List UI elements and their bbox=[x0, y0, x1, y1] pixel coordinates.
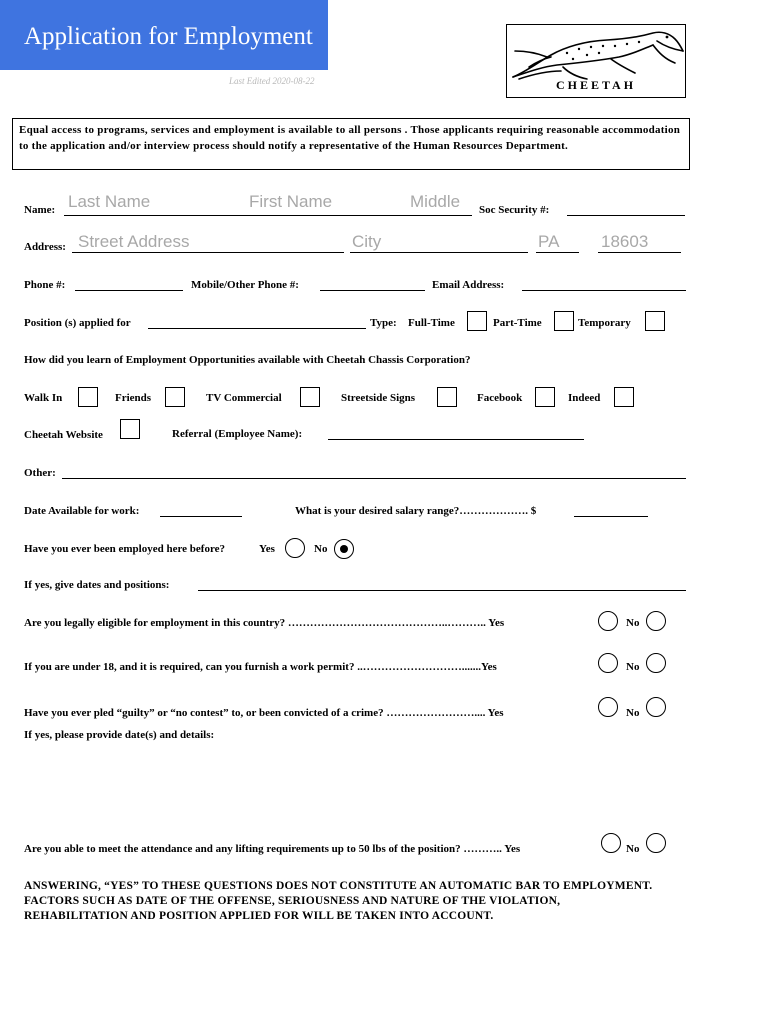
temporary-label: Temporary bbox=[578, 317, 631, 329]
indeed-checkbox[interactable] bbox=[614, 387, 634, 407]
zip-value: 18603 bbox=[601, 232, 649, 251]
logo-text: CHEETAH bbox=[555, 78, 637, 92]
equal-access-notice bbox=[12, 118, 690, 170]
state-field[interactable] bbox=[536, 252, 579, 253]
salary-field[interactable] bbox=[574, 516, 648, 517]
other-label: Other: bbox=[24, 467, 56, 479]
referral-label: Referral (Employee Name): bbox=[172, 428, 303, 440]
website-label: Cheetah Website bbox=[24, 429, 103, 441]
attendance-yes-radio[interactable] bbox=[601, 833, 621, 853]
eligible-no-radio[interactable] bbox=[646, 611, 666, 631]
dates-positions-field[interactable] bbox=[198, 590, 686, 591]
phone-field[interactable] bbox=[75, 290, 183, 291]
details-label: If yes, please provide date(s) and details: bbox=[24, 729, 215, 741]
under18-no-radio[interactable] bbox=[646, 653, 666, 673]
under18-question: If you are under 18, and it is required, can you furnish a work permit? ..……………………….......Yes bbox=[24, 661, 497, 673]
under18-no-label: No bbox=[626, 661, 640, 673]
walkin-label: Walk In bbox=[24, 392, 63, 404]
fulltime-label: Full-Time bbox=[408, 317, 455, 329]
attendance-no-label: No bbox=[626, 843, 640, 855]
employed-before-no-label: No bbox=[314, 543, 328, 555]
email-label: Email Address: bbox=[432, 279, 505, 291]
zip-field[interactable] bbox=[598, 252, 681, 253]
street-placeholder: Street Address bbox=[78, 232, 190, 251]
employed-before-label: Have you ever been employed here before? bbox=[24, 543, 226, 555]
parttime-checkbox[interactable] bbox=[554, 311, 574, 331]
walkin-checkbox[interactable] bbox=[78, 387, 98, 407]
ssn-field[interactable] bbox=[567, 215, 685, 216]
disclaimer: ANSWERING, “YES” TO THESE QUESTIONS DOES NOT CONSTITUTE AN AUTOMATIC BAR TO EMPLOYMENT. FACTORS SUCH AS DATE OF THE OFFENSE, SERIOUSNESS AND NATURE OF THE VIOLATION, REHABILITATION AND POSITION APPLIED FOR WILL BE TAKEN INTO ACCOUNT. bbox=[24, 880, 653, 922]
tv-label: TV Commercial bbox=[206, 392, 282, 404]
ssn-label: Soc Security #: bbox=[479, 204, 550, 216]
fulltime-checkbox[interactable] bbox=[467, 311, 487, 331]
first-name-placeholder: First Name bbox=[249, 192, 333, 211]
employed-before-yes-label: Yes bbox=[259, 543, 275, 555]
date-available-label: Date Available for work: bbox=[24, 505, 140, 517]
streetside-label: Streetside Signs bbox=[341, 392, 416, 404]
state-value: PA bbox=[538, 232, 560, 251]
attendance-no-radio[interactable] bbox=[646, 833, 666, 853]
website-checkbox[interactable] bbox=[120, 419, 140, 439]
employed-before-no-radio[interactable] bbox=[334, 539, 354, 559]
type-label: Type: bbox=[370, 317, 397, 329]
guilty-no-label: No bbox=[626, 707, 640, 719]
under18-yes-radio[interactable] bbox=[598, 653, 618, 673]
position-label: Position (s) applied for bbox=[24, 317, 131, 329]
last-name-placeholder: Last Name bbox=[68, 192, 151, 211]
parttime-label: Part-Time bbox=[493, 317, 542, 329]
other-field[interactable] bbox=[62, 478, 686, 479]
eligible-no-label: No bbox=[626, 617, 640, 629]
facebook-checkbox[interactable] bbox=[535, 387, 555, 407]
name-label: Name: bbox=[24, 204, 56, 216]
date-available-field[interactable] bbox=[160, 516, 242, 517]
guilty-yes-radio[interactable] bbox=[598, 697, 618, 717]
mobile-field[interactable] bbox=[320, 290, 425, 291]
city-field[interactable] bbox=[350, 252, 528, 253]
dates-positions-label: If yes, give dates and positions: bbox=[24, 579, 170, 591]
guilty-no-radio[interactable] bbox=[646, 697, 666, 717]
learn-question: How did you learn of Employment Opportunities available with Cheetah Chassis Corporation? bbox=[24, 354, 471, 366]
name-field[interactable] bbox=[64, 215, 472, 216]
middle-placeholder: Middle bbox=[410, 192, 461, 211]
referral-field[interactable] bbox=[328, 439, 584, 440]
tv-checkbox[interactable] bbox=[300, 387, 320, 407]
attendance-question: Are you able to meet the attendance and any lifting requirements up to 50 lbs of the position? ……….. Yes bbox=[24, 843, 521, 855]
temporary-checkbox[interactable] bbox=[645, 311, 665, 331]
address-label: Address: bbox=[24, 241, 66, 253]
employed-before-yes-radio[interactable] bbox=[285, 538, 305, 558]
eligible-yes-radio[interactable] bbox=[598, 611, 618, 631]
email-field[interactable] bbox=[522, 290, 686, 291]
friends-checkbox[interactable] bbox=[165, 387, 185, 407]
friends-label: Friends bbox=[115, 392, 152, 404]
cheetah-logo bbox=[506, 24, 686, 98]
page-title: Application for Employment bbox=[24, 23, 313, 50]
phone-label: Phone #: bbox=[24, 279, 66, 291]
eligible-question: Are you legally eligible for employment in this country? ……………………………………..……….. Yes bbox=[24, 617, 505, 629]
street-field[interactable] bbox=[72, 252, 344, 253]
indeed-label: Indeed bbox=[568, 392, 601, 404]
facebook-label: Facebook bbox=[477, 392, 523, 404]
mobile-label: Mobile/Other Phone #: bbox=[191, 279, 299, 291]
city-placeholder: City bbox=[352, 232, 382, 251]
position-field[interactable] bbox=[148, 328, 366, 329]
streetside-checkbox[interactable] bbox=[437, 387, 457, 407]
salary-label: What is your desired salary range?………………. $ bbox=[295, 505, 537, 517]
guilty-question: Have you ever pled “guilty” or “no contest” to, or been convicted of a crime? …………………….... Yes bbox=[24, 707, 504, 719]
notice-text: Equal access to programs, services and employment is available to all persons . Those applicants requiring reasonable accommodation to the application and/or interview process should notify a representative of the Human Resources Department. bbox=[19, 124, 681, 152]
last-edited-date: Last Edited 2020-08-22 bbox=[229, 76, 315, 86]
